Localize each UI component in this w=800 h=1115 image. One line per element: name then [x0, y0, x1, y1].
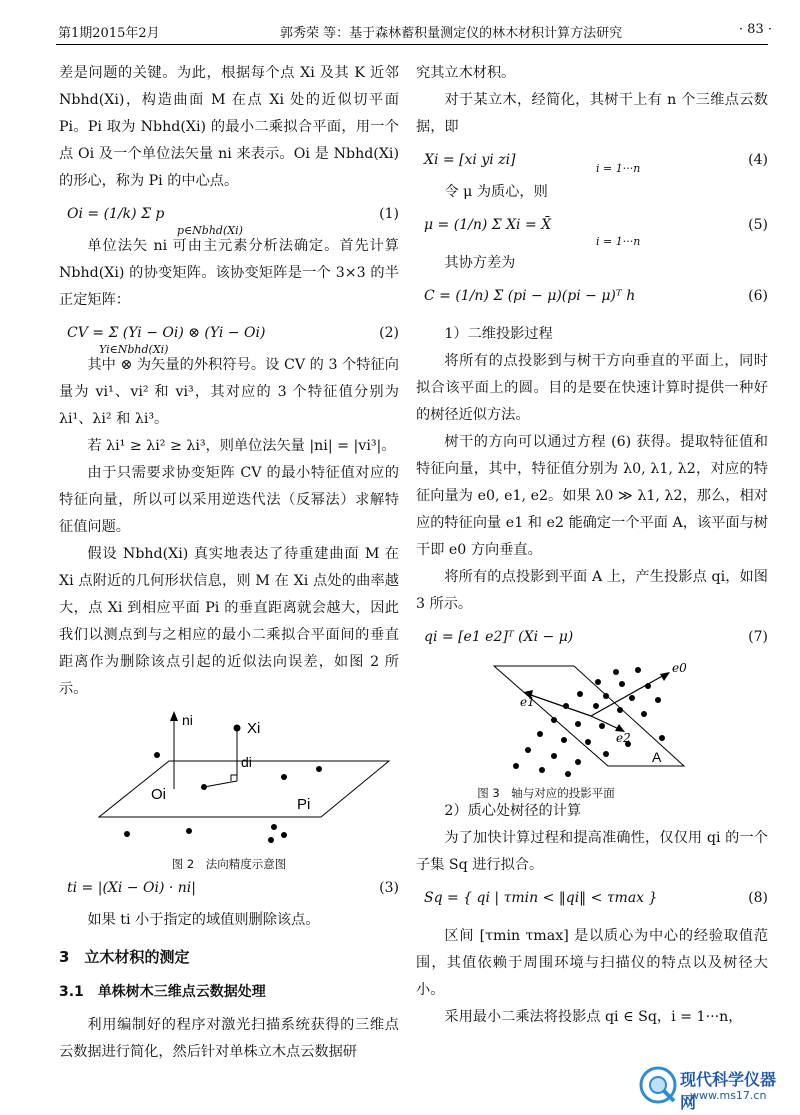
paragraph: 利用编制好的程序对激光扫描系统获得的三维点云数据进行简化，然后针对单株立木点云数据研 — [59, 1017, 399, 1060]
paragraph: 究其立木材积。 — [416, 65, 516, 81]
label-a: A — [652, 749, 662, 765]
site-watermark — [638, 1063, 788, 1112]
issue-label: 第1期2015年2月 — [58, 26, 160, 41]
equation-expression: CV = Σ (Yi − Oi) ⊗ (Yi − Oi) — [67, 325, 266, 341]
paragraph: 为了加快计算过程和提高准确性，仅仅用 qi 的一个子集 Sq 进行拟合。 — [416, 830, 769, 873]
header-rule — [56, 44, 768, 45]
point — [629, 695, 635, 701]
normal-arrowhead — [170, 711, 178, 721]
running-title: 郭秀荣 等：基于森林蓄积量测定仪的林木材积计算方法研究 — [280, 26, 623, 41]
label-e0: e0 — [672, 661, 687, 675]
point — [575, 759, 581, 765]
point — [525, 747, 531, 753]
point — [593, 703, 599, 709]
paragraph: 假设 Nbhd(Xi) 真实地表达了待重建曲面 M 在 Xi 点附近的几何形状信息，则 M 在 Xi 点处的曲率越大，点 Xi 到相应平面 Pi 的垂直距离就会越大，因此我们以测点到与之相应的最小二乘拟合平面间的垂直距离作为删除该点引起的近似法向误差，如图 2 所示。 — [59, 546, 399, 697]
point — [641, 711, 647, 717]
paragraph: 由于只需要求协变矩阵 CV 的最小特征值对应的特征向量，所以可以采用逆迭代法（反幂法）求解特征值问题。 — [59, 465, 399, 535]
projection-plane-diagram — [416, 658, 768, 780]
paragraph: 其中 ⊗ 为矢量的外积符号。设 CV 的 3 个特征向量为 vi¹、vi² 和 vi³，其对应的 3 个特征值分别为 λi¹、λi² 和 λi³。 — [59, 357, 399, 427]
figure-3 — [416, 658, 768, 798]
label-di: di — [241, 754, 252, 770]
point — [645, 683, 651, 689]
normal-accuracy-diagram — [59, 709, 399, 849]
paragraph: 对于某立木，经简化，其树干上有 n 个三维点云数据，即 — [416, 92, 768, 135]
point — [585, 739, 591, 745]
point-cloud — [513, 667, 665, 777]
equation-expression: ti = |(Xi − Oi) · ni| — [67, 880, 196, 896]
equation-number: (3) — [379, 880, 399, 896]
point — [619, 681, 625, 687]
point — [617, 707, 623, 713]
section-heading-3-1: 3.1 单株树木三维点云数据处理 — [59, 984, 266, 1000]
point — [635, 667, 641, 673]
equation-3 — [59, 869, 399, 907]
label-oi: Oi — [151, 786, 166, 803]
label-ni: ni — [182, 712, 193, 728]
equation-expression: μ = (1/n) Σ Xi = X̄ — [424, 217, 552, 233]
watermark-name: 现代科学仪器网 — [680, 1070, 777, 1112]
watermark-url: www.ms17.cn — [690, 1089, 767, 1102]
equation-1 — [59, 195, 399, 237]
point — [316, 766, 322, 772]
label-xi: Xi — [247, 720, 261, 737]
equation-number: (6) — [748, 288, 768, 304]
label-e2: e2 — [616, 731, 631, 745]
equation-5 — [416, 206, 768, 250]
equation-number: (5) — [748, 217, 768, 233]
equation-condition: i = 1···n — [596, 162, 641, 175]
point — [186, 828, 192, 834]
paragraph: 差是问题的关键。为此，根据每个点 Xi 及其 K 近邻 Nbhd(Xi)，构造曲面 M 在点 Xi 处的近似切平面 Pi。Pi 取为 Nbhd(Xi) 的最小二乘拟合平面，用一个点 Oi 及一个单位法矢量 ni 来表示。Oi 是 Nbhd(Xi) 的形心，称为 Pi 的中心点。 — [59, 65, 399, 189]
e2-axis — [591, 716, 621, 730]
point — [537, 731, 543, 737]
equation-7 — [416, 618, 768, 656]
point — [281, 774, 287, 780]
point — [561, 737, 567, 743]
point — [659, 735, 665, 741]
point — [551, 753, 557, 759]
equation-number: (7) — [748, 629, 768, 645]
figure-3-caption: 图 3 轴与对应的投影平面 — [477, 786, 615, 800]
point — [595, 679, 601, 685]
equation-number: (2) — [379, 325, 399, 341]
paragraph: 如果 ti 小于指定的域值则删除该点。 — [87, 912, 320, 928]
label-e1: e1 — [520, 695, 535, 709]
equation-expression: Sq = { qi | τmin < ‖qi‖ < τmax } — [424, 890, 658, 906]
paragraph: 树干的方向可以通过方程 (6) 获得。提取特征值和特征向量，其中，特征值分别为 λ0, λ1, λ2，对应的特征向量为 e0, e1, e2。如果 λ0 ≫ λ1, λ2，那么，相对应的特征向量 e1 和 e2 能确定一个平面 A，该平面与树干即 e0 方向垂直。 — [416, 434, 768, 558]
point — [281, 832, 287, 838]
point — [577, 691, 583, 697]
point — [154, 752, 160, 758]
equation-number: (1) — [379, 206, 399, 222]
equation-number: (4) — [748, 152, 768, 168]
page-number: · 83 · — [738, 22, 772, 37]
subheading: 2）质心处树径的计算 — [444, 803, 582, 819]
left-column — [59, 60, 399, 1066]
equation-8 — [416, 879, 768, 923]
magnifier-logo-icon — [638, 1065, 678, 1105]
point — [565, 771, 571, 777]
label-pi: Pi — [297, 796, 311, 813]
running-header — [30, 22, 772, 44]
figure-2 — [59, 709, 399, 869]
point-xi — [234, 725, 241, 732]
paragraph: 若 λi¹ ≥ λi² ≥ λi³，则单位法矢量 |ni| = |vi³|。 — [87, 438, 396, 454]
point — [603, 693, 609, 699]
equation-2 — [59, 314, 399, 356]
right-angle-mark — [231, 775, 237, 781]
e0-axis — [591, 674, 666, 716]
point — [513, 763, 519, 769]
equation-expression: qi = [e1 e2]ᵀ (Xi − μ) — [424, 629, 574, 645]
equation-condition: Yi∈Nbhd(Xi) — [99, 343, 169, 356]
paragraph: 区间 [τmin τmax] 是以质心为中心的经验取值范围，其值依赖于周围环境与扫描仪的特点以及树径大小。 — [416, 928, 768, 998]
equation-condition: i = 1···n — [596, 235, 641, 248]
equation-expression: C = (1/n) Σ (pi − μ)(pi − μ)ᵀ h — [424, 288, 636, 304]
equation-condition: p∈Nbhd(Xi) — [177, 224, 243, 237]
equation-expression: Xi = [xi yi zi] — [424, 152, 516, 168]
subheading: 1）二维投影过程 — [444, 326, 553, 342]
paragraph: 令 μ 为质心，则 — [444, 184, 548, 200]
point — [613, 669, 619, 675]
point — [603, 751, 609, 757]
point — [563, 703, 569, 709]
equation-number: (8) — [748, 890, 768, 906]
point — [655, 697, 661, 703]
paragraph: 其协方差为 — [444, 255, 516, 271]
point — [124, 831, 130, 837]
paragraph: 单位法矢 ni 可由主元素分析法确定。首先计算 Nbhd(Xi) 的协变矩阵。该协变矩阵是一个 3×3 的半正定矩阵： — [59, 238, 399, 308]
point — [575, 721, 581, 727]
e0-arrowhead — [660, 672, 670, 681]
paragraph: 将所有的点投影到平面 A 上，产生投影点 qi，如图 3 所示。 — [416, 569, 768, 612]
point-oi — [201, 784, 207, 790]
point — [551, 717, 557, 723]
e1-axis — [528, 694, 591, 716]
projection-line — [204, 781, 237, 787]
section-heading-3: 3 立木材积的测定 — [59, 948, 190, 966]
right-column — [416, 60, 768, 1031]
paragraph: 采用最小二乘法将投影点 qi ∈ Sq，i = 1···n， — [444, 1009, 743, 1025]
equation-6 — [416, 277, 768, 321]
point — [271, 824, 277, 830]
equation-4 — [416, 141, 768, 179]
point — [599, 723, 605, 729]
figure-2-caption: 图 2 法向精度示意图 — [171, 857, 287, 871]
paragraph: 将所有的点投影到与树干方向垂直的平面上，同时拟合该平面上的圆。目的是要在快速计算时提供一种好的树径近似方法。 — [416, 353, 768, 423]
point — [539, 767, 545, 773]
equation-expression: Oi = (1/k) Σ p — [67, 206, 165, 222]
point — [268, 837, 274, 843]
